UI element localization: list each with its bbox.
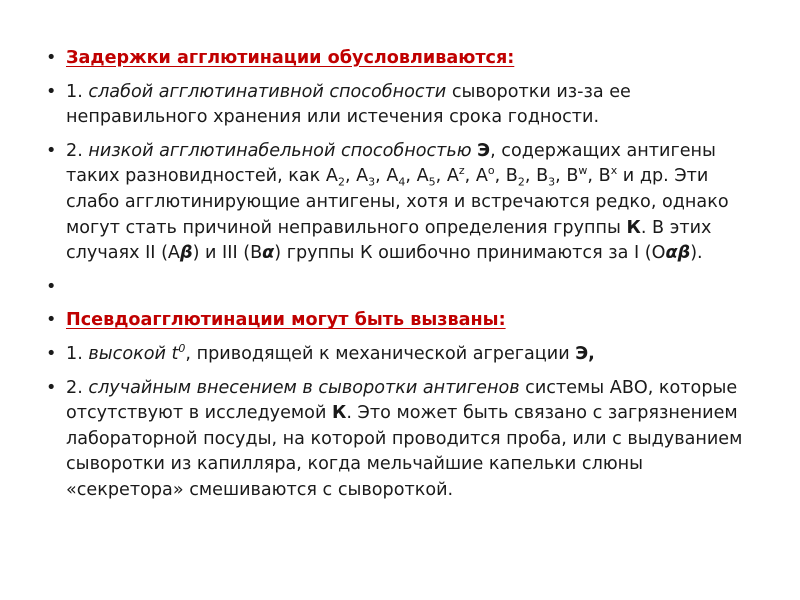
italic-phrase: слабой агглютинативной способности (88, 81, 447, 102)
superscript: w (578, 164, 588, 178)
bold-e: Э (477, 140, 491, 161)
item-text: сыворотки из-за ее неправильного хранения или истечения срока годности. (66, 81, 631, 128)
item-text: , А (435, 166, 459, 187)
item-text: ) группы К ошибочно принимаются за I (О (274, 243, 666, 264)
item-text: ). (690, 243, 703, 264)
item-number: 1. (66, 343, 89, 364)
bullet-heading-pseudoagglutination (44, 308, 760, 334)
bold-k: К (331, 403, 347, 424)
superscript: z (458, 164, 465, 178)
item-text: системы АВО, которые отсутствуют в исследуемой (66, 377, 738, 424)
heading-pseudoagglutination: Псевдоагглютинации могут быть вызваны: (66, 310, 506, 331)
bullet-list (44, 46, 760, 504)
item-text: , А (464, 166, 488, 187)
item-text: . Это может быть связано с загрязнением лабораторной посуды, на которой проводится проба, или с выдуванием сыворотки из капилляра, когда мельчайшие капельки слюны «секретора» смешиваются с сывороткой. (66, 403, 743, 500)
subscript: 3 (368, 175, 376, 189)
superscript: x (610, 164, 618, 178)
bullet-empty (44, 275, 760, 301)
bullet-heading-agglutination-delays (44, 46, 760, 72)
greek-alpha: α (262, 243, 275, 264)
subscript: 5 (428, 175, 436, 189)
bullet-item-accidental-antigens (44, 376, 760, 504)
subscript: 2 (517, 175, 525, 189)
superscript: 0 (178, 342, 186, 356)
subscript: 3 (548, 175, 556, 189)
item-text: , А (375, 166, 399, 187)
subscript: 4 (398, 175, 406, 189)
superscript: о (487, 164, 495, 178)
item-number: 2. (66, 377, 89, 398)
item-text: , содержащих антигены таких разновидностей, как А (66, 140, 716, 187)
italic-phrase: низкой агглютинабельной способностью (88, 140, 478, 161)
bold-e: Э, (575, 343, 595, 364)
item-text: , А (344, 166, 369, 187)
item-text: ) и III (В (192, 243, 263, 264)
bullet-item-low-agglutinable (44, 139, 760, 267)
item-number: 1. (66, 81, 89, 102)
item-text: , В (494, 166, 518, 187)
item-text: , В (587, 166, 611, 187)
greek-beta: β (179, 243, 193, 264)
item-text: , В (524, 166, 549, 187)
item-text: . В этих случаях II (А (66, 217, 712, 264)
item-text: и др. Эти слабо агглютинирующие антигены, хотя и встречаются редко, однако могут стать причиной неправильного определения группы (66, 166, 729, 238)
greek-alpha-beta: αβ (665, 243, 691, 264)
item-text: , В (555, 166, 579, 187)
italic-phrase: случайным внесением в сыворотки антигенов (88, 377, 520, 398)
bold-k: К (626, 217, 641, 238)
italic-phrase: высокой t (88, 343, 179, 364)
item-text: , А (405, 166, 429, 187)
bullet-item-high-temperature (44, 342, 760, 368)
heading-agglutination-delays: Задержки агглютинации обусловливаются: (66, 48, 515, 68)
subscript: 2 (337, 175, 345, 189)
bullet-item-weak-agglutinative (44, 80, 760, 131)
item-number: 2. (66, 140, 89, 161)
item-text: , приводящей к механической агрегации (185, 343, 576, 364)
